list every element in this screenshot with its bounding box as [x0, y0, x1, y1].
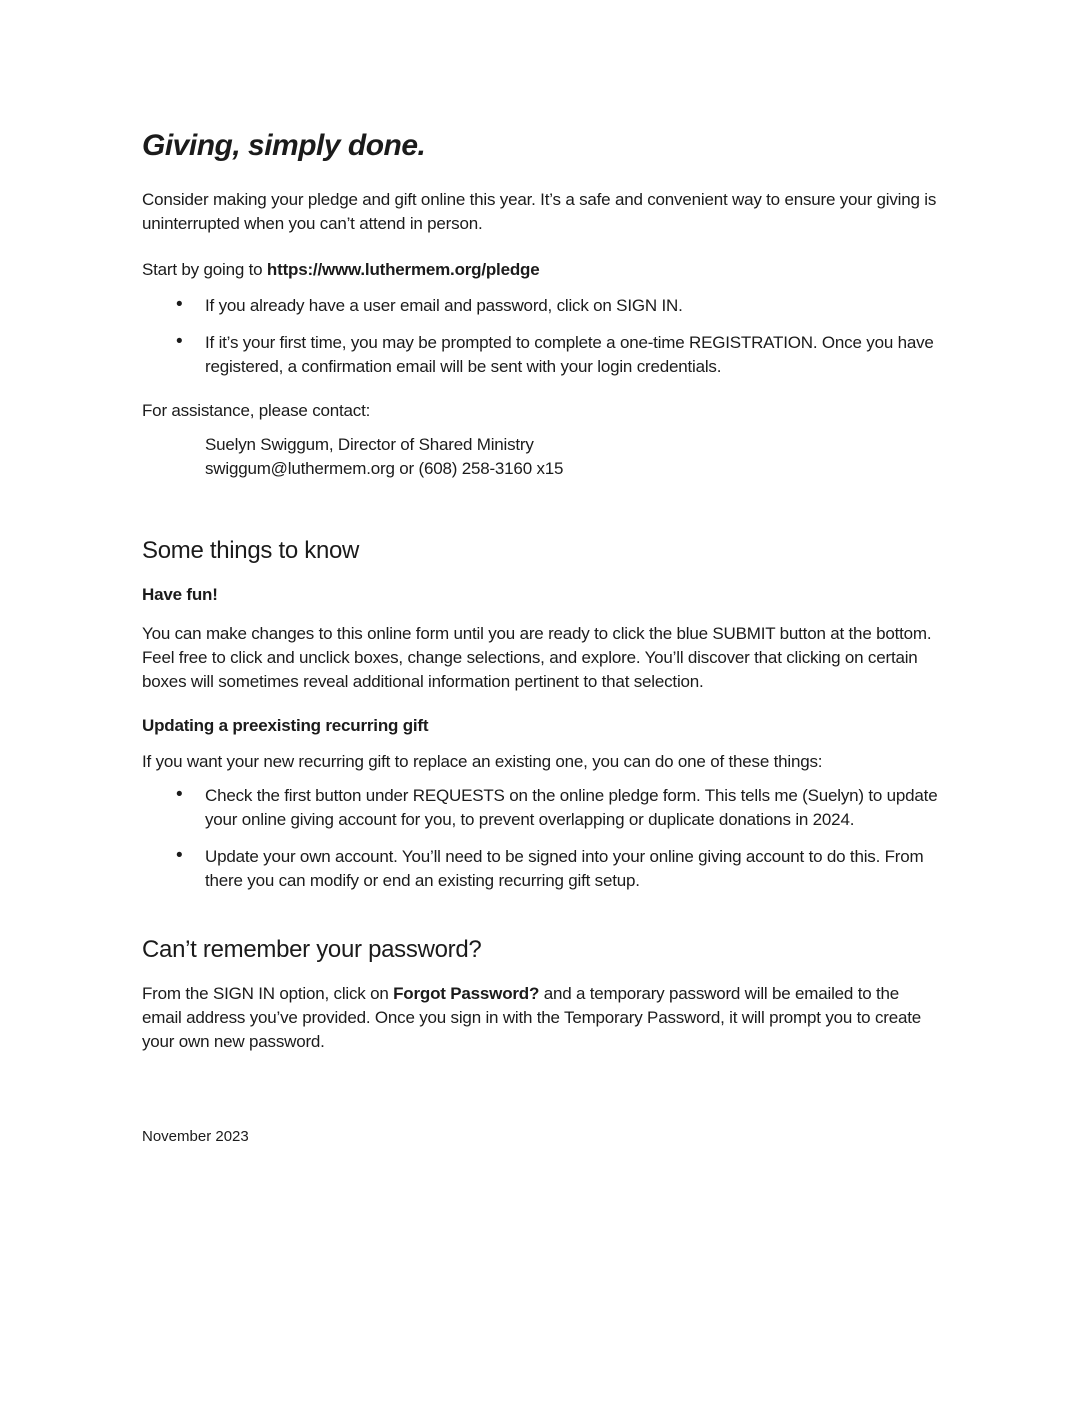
- password-text-suffix: and a temporary password will be emailed to the email address you’ve provided. Once you sign in with the Temporary Password, it will prompt you to create your own new password.: [142, 984, 922, 1051]
- intro-paragraph: Consider making your pledge and gift online this year. It’s a safe and convenient way to ensure your giving is uninterrupted when you can’t attend in person.: [142, 190, 937, 233]
- updating-intro-paragraph: If you want your new recurring gift to replace an existing one, you can do one of these things:: [142, 752, 823, 771]
- pledge-url: https://www.luthermem.org/pledge: [266, 260, 540, 279]
- subheading-have-fun: Have fun!: [142, 585, 218, 604]
- password-paragraph: [142, 982, 942, 1054]
- contact-name: Suelyn Swiggum, Director of Shared Ministry: [205, 435, 534, 454]
- start-line: [142, 258, 942, 282]
- password-text-prefix: From the SIGN IN option, click on: [142, 984, 394, 1003]
- subheading-updating-recurring-gift: Updating a preexisting recurring gift: [142, 716, 429, 735]
- section-heading-password: Can’t remember your password?: [142, 936, 482, 963]
- have-fun-paragraph: You can make changes to this online form until you are ready to click the blue SUBMIT button at the bottom. Feel free to click and unclick boxes, change selections, and explore. You’ll discover that clicking on certain boxes will sometimes reveal additional information pertinent to that selection.: [142, 624, 932, 691]
- updating-bullet-list: [142, 784, 942, 893]
- list-item-update-own-account: • Update your own account. You’ll need to be signed into your online giving account to do this. From there you can modify or end an existing recurring gift setup.: [205, 845, 942, 893]
- forgot-password-label: Forgot Password?: [393, 984, 540, 1003]
- list-item-registration: • If it’s your first time, you may be prompted to complete a one-time REGISTRATION. Once you have registered, a confirmation email will be sent with your login credentials.: [205, 331, 942, 379]
- list-item-requests-button: • Check the first button under REQUESTS on the online pledge form. This tells me (Suelyn) to update your online giving account for you, to prevent overlapping or duplicate donations in 2024.: [205, 784, 942, 832]
- start-prefix: Start by going to: [142, 260, 267, 279]
- section-heading-some-things-to-know: Some things to know: [142, 537, 360, 564]
- page-title: Giving, simply done.: [142, 129, 426, 162]
- contact-block: [205, 433, 942, 481]
- contact-email-phone: swiggum@luthermem.org or (608) 258-3160 x15: [205, 459, 564, 478]
- signin-bullet-list: [142, 294, 942, 379]
- list-item-signin: • If you already have a user email and password, click on SIGN IN.: [205, 294, 942, 318]
- assistance-line: For assistance, please contact:: [142, 401, 371, 420]
- footer-date: November 2023: [142, 1128, 249, 1145]
